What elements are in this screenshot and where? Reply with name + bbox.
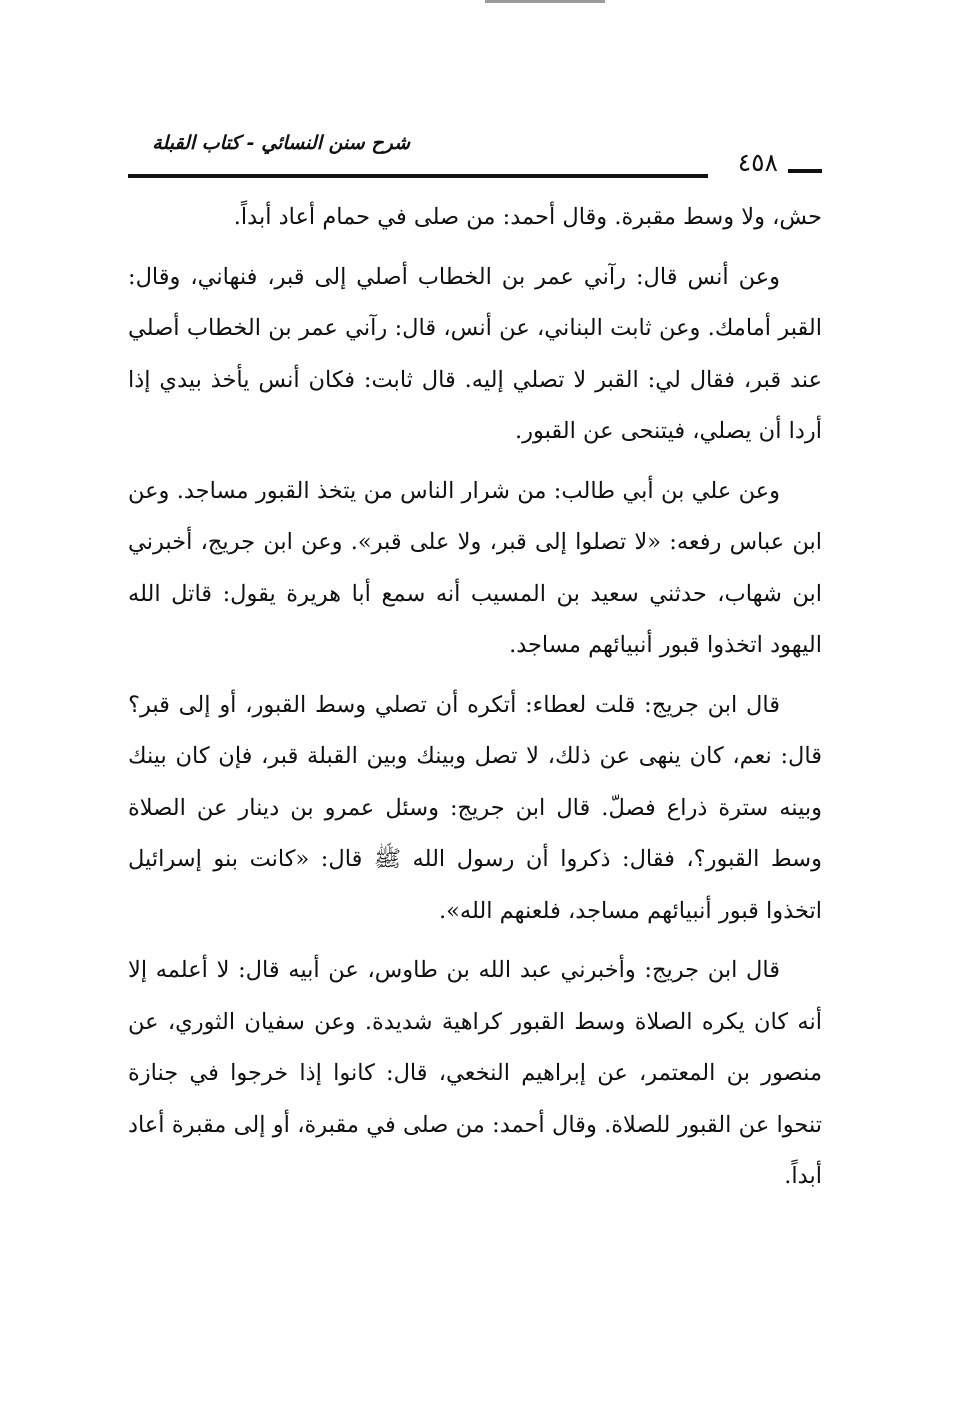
page-number-dash [788, 169, 822, 173]
paragraph: وعن أنس قال: رآني عمر بن الخطاب أصلي إلى قبر، فنهاني، وقال: القبر أمامك. وعن ثابت البناني، عن أنس، قال: رآني عمر بن الخطاب أصلي عند قبر، فقال لي: القبر لا تصلي إليه. قال ثابت: فكان أنس يأخذ بيدي إذا أردا أن يصلي، فيتنحى عن القبور. [128, 263, 822, 444]
body-text [128, 192, 822, 1211]
page-header [128, 128, 822, 180]
paragraph: قال ابن جريج: وأخبرني عبد الله بن طاوس، عن أبيه قال: لا أعلمه إلا أنه كان يكره الصلاة وسط القبور كراهية شديدة. وعن سفيان الثوري، عن منصور بن المعتمر، عن إبراهيم النخعي، قال: كانوا إذا خرجوا في جنازة تنحوا عن القبور للصلاة. وقال أحمد: من صلى في مقبرة، أو إلى مقبرة أعاد أبداً. [128, 957, 822, 1189]
paragraph: قال ابن جريج: قلت لعطاء: أتكره أن تصلي وسط القبور، أو إلى قبر؟ قال: نعم، كان ينهى عن ذلك، لا تصل وبينك وبين القبلة قبر، فإن كان بينك وبينه سترة ذراع فصلّ. قال ابن جريج: وسئل عمرو بن دينار عن الصلاة وسط القبور؟، فقال: ذكروا أن رسول الله ﷺ قال: «كانت بنو إسرائيل اتخذوا قبور أنبيائهم مساجد، فلعنهم الله». [128, 691, 822, 924]
header-rule [128, 174, 708, 178]
paragraph: حش، ولا وسط مقبرة. وقال أحمد: من صلى في حمام أعاد أبداً. [233, 204, 822, 230]
paragraph: وعن علي بن أبي طالب: من شرار الناس من يتخذ القبور مساجد. وعن ابن عباس رفعه: «لا تصلوا إلى قبر، ولا على قبر». وعن ابن جريج، أخبرني ابن شهاب، حدثني سعيد بن المسيب أنه سمع أبا هريرة يقول: قاتل الله اليهود اتخذوا قبور أنبيائهم مساجد. [128, 477, 822, 658]
running-title: شرح سنن النسائي - كتاب القبلة [152, 132, 410, 154]
page-number: ٤٥٨ [737, 148, 778, 177]
scan-edge-mark [485, 0, 605, 3]
